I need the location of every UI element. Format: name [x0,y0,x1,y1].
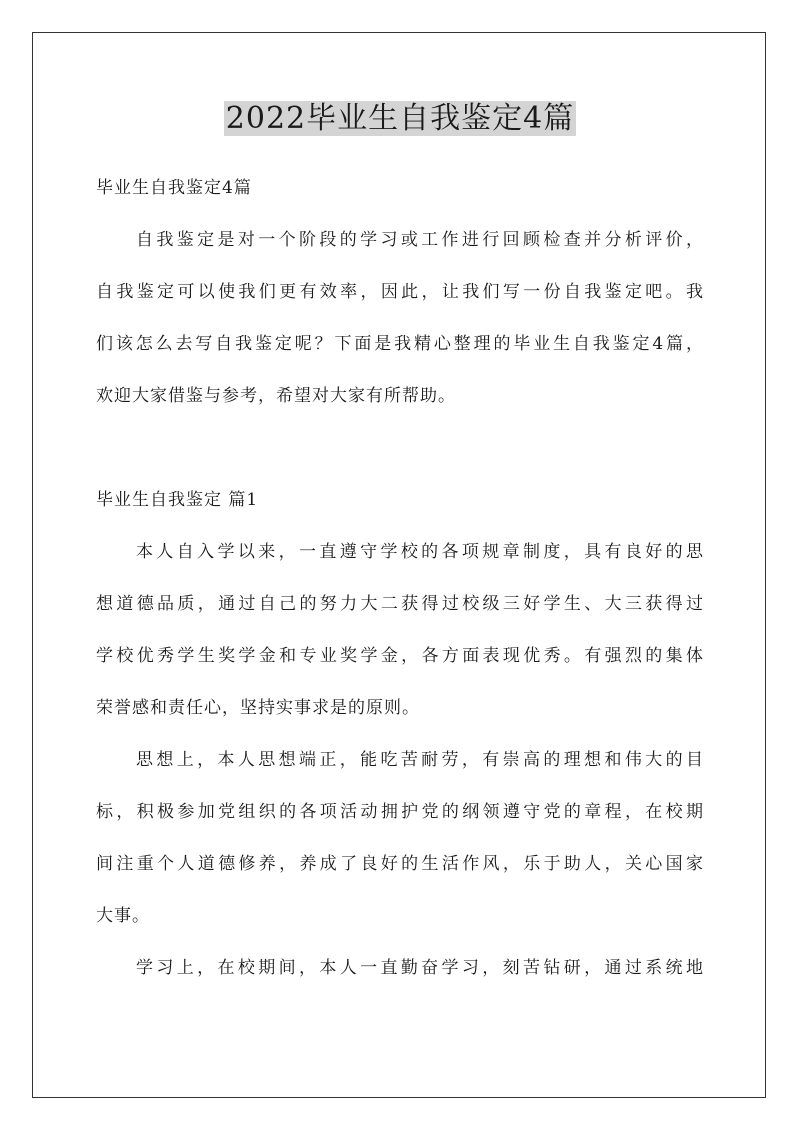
intro-line-4: 欢迎大家借鉴与参考，希望对大家有所帮助。 [96,386,456,406]
para2-line-4: 大事。 [96,906,150,926]
para1-line-4: 荣誉感和责任心，坚持实事求是的原则。 [96,698,420,718]
para1-line-3: 学校优秀学生奖学金和专业奖学金，各方面表现优秀。有强烈的集体 [96,646,704,666]
para3-line-1: 学习上，在校期间，本人一直勤奋学习，刻苦钻研，通过系统地 [136,958,704,978]
para1-line-1: 本人自入学以来，一直遵守学校的各项规章制度，具有良好的思 [136,542,704,562]
para2-line-2: 标，积极参加党组织的各项活动拥护党的纲领遵守党的章程，在校期 [96,802,704,822]
section-heading: 毕业生自我鉴定 篇1 [96,490,259,510]
intro-line-3: 们该怎么去写自我鉴定呢？下面是我精心整理的毕业生自我鉴定4篇， [96,334,704,354]
para1-line-2: 想道德品质，通过自己的努力大二获得过校级三好学生、大三获得过 [96,594,704,614]
document-title-text: 2022毕业生自我鉴定4篇 [225,101,575,136]
para2-line-1: 思想上，本人思想端正，能吃苦耐劳，有崇高的理想和伟大的目 [136,750,704,770]
intro-line-2: 自我鉴定可以使我们更有效率，因此，让我们写一份自我鉴定吧。我 [96,282,704,302]
document-title [0,99,800,139]
document-subtitle: 毕业生自我鉴定4篇 [96,178,252,198]
intro-line-1: 自我鉴定是对一个阶段的学习或工作进行回顾检查并分析评价， [136,230,704,250]
para2-line-3: 间注重个人道德修养，养成了良好的生活作风，乐于助人，关心国家 [96,854,704,874]
